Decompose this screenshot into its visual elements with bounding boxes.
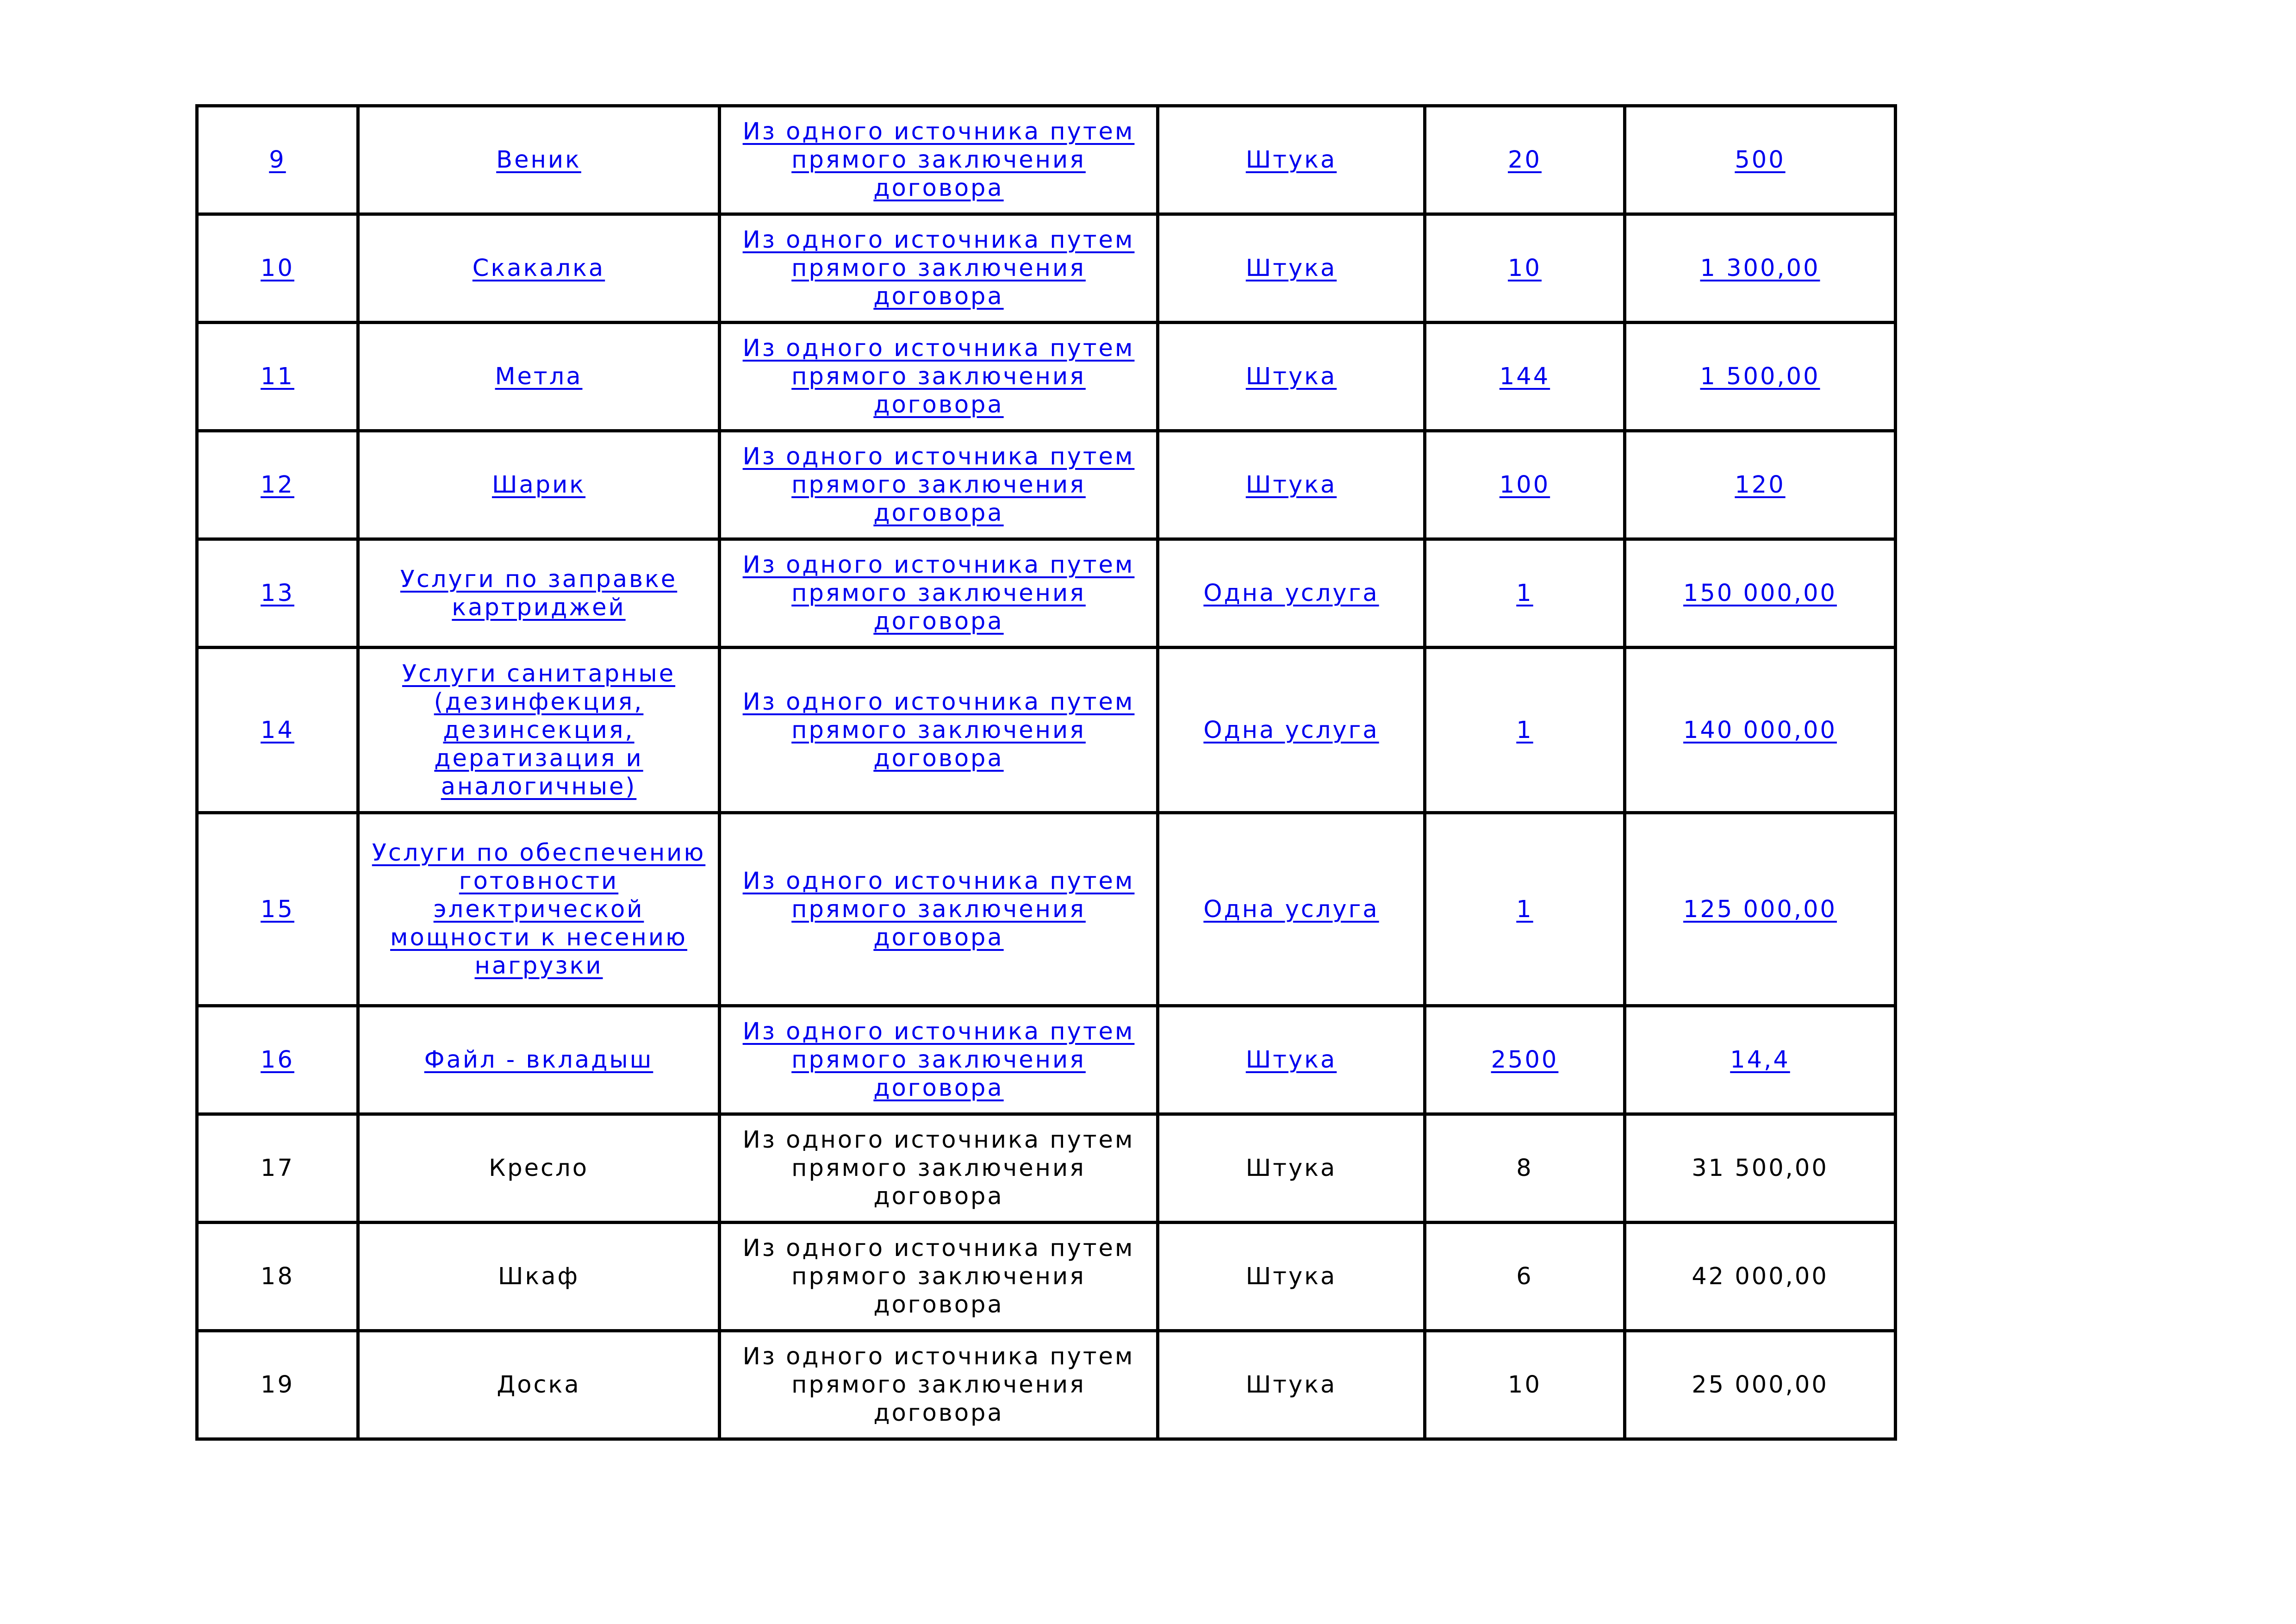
cell-unit	[1158, 1223, 1425, 1331]
cell-number	[197, 648, 358, 813]
cell-name-link[interactable]: Метла	[495, 363, 583, 390]
cell-method-link[interactable]: Из одного источника путем прямого заключения договора	[742, 443, 1135, 527]
cell-method	[720, 1331, 1158, 1439]
cell-number-text: 17	[261, 1155, 294, 1182]
cell-name-text: Шкаф	[498, 1263, 580, 1290]
cell-price	[1625, 1223, 1896, 1331]
cell-unit-link[interactable]: Штука	[1245, 471, 1337, 499]
cell-unit-link[interactable]: Одна услуга	[1203, 580, 1379, 607]
cell-number	[197, 539, 358, 648]
cell-price	[1625, 431, 1896, 539]
table-row	[197, 106, 1896, 214]
cell-number	[197, 1331, 358, 1439]
cell-method-link[interactable]: Из одного источника путем прямого заключения договора	[742, 335, 1135, 418]
cell-quantity	[1425, 813, 1625, 1006]
cell-method-text: Из одного источника путем прямого заключения договора	[742, 1343, 1135, 1427]
cell-name-text: Кресло	[489, 1155, 589, 1182]
cell-method-text: Из одного источника путем прямого заключения договора	[742, 1126, 1135, 1210]
cell-method-text: Из одного источника путем прямого заключения договора	[742, 1235, 1135, 1318]
cell-unit	[1158, 431, 1425, 539]
cell-name-text: Доска	[497, 1371, 581, 1399]
cell-price	[1625, 1331, 1896, 1439]
cell-unit-link[interactable]: Одна услуга	[1203, 716, 1379, 744]
procurement-table-body	[197, 106, 1896, 1439]
cell-unit-link[interactable]: Штука	[1245, 255, 1337, 282]
cell-number-text: 19	[261, 1371, 294, 1399]
cell-method	[720, 813, 1158, 1006]
procurement-table	[195, 104, 1897, 1441]
cell-quantity-link[interactable]: 1	[1516, 580, 1533, 607]
cell-quantity	[1425, 214, 1625, 323]
cell-name	[358, 1006, 720, 1114]
cell-price	[1625, 214, 1896, 323]
cell-method-link[interactable]: Из одного источника путем прямого заключения договора	[742, 226, 1135, 310]
cell-name-link[interactable]: Скакалка	[472, 255, 605, 282]
cell-number	[197, 813, 358, 1006]
cell-number	[197, 1006, 358, 1114]
cell-quantity-link[interactable]: 2500	[1491, 1046, 1559, 1074]
cell-number	[197, 106, 358, 214]
cell-unit-link[interactable]: Штука	[1245, 363, 1337, 390]
cell-name	[358, 106, 720, 214]
cell-unit	[1158, 106, 1425, 214]
cell-quantity-link[interactable]: 20	[1508, 146, 1542, 174]
cell-quantity	[1425, 1006, 1625, 1114]
cell-method-link[interactable]: Из одного источника путем прямого заключения договора	[742, 551, 1135, 635]
cell-quantity-link[interactable]: 1	[1516, 895, 1533, 923]
cell-name	[358, 1331, 720, 1439]
cell-price	[1625, 539, 1896, 648]
cell-price-link[interactable]: 140 000,00	[1683, 716, 1837, 744]
cell-price-text: 42 000,00	[1692, 1263, 1829, 1290]
cell-quantity	[1425, 648, 1625, 813]
cell-name-link[interactable]: Файл - вкладыш	[424, 1046, 653, 1074]
cell-unit	[1158, 813, 1425, 1006]
cell-price-text: 31 500,00	[1692, 1155, 1829, 1182]
cell-name	[358, 648, 720, 813]
cell-price-link[interactable]: 125 000,00	[1683, 895, 1837, 923]
cell-name	[358, 214, 720, 323]
table-row	[197, 323, 1896, 431]
cell-unit	[1158, 1006, 1425, 1114]
table-row	[197, 214, 1896, 323]
cell-unit-text: Штука	[1245, 1263, 1337, 1290]
cell-name-link[interactable]: Веник	[496, 146, 581, 174]
cell-price-link[interactable]: 120	[1735, 471, 1786, 499]
cell-number-link[interactable]: 11	[261, 363, 294, 390]
cell-method-link[interactable]: Из одного источника путем прямого заключения договора	[742, 688, 1135, 772]
cell-method	[720, 539, 1158, 648]
cell-price	[1625, 1114, 1896, 1223]
cell-unit	[1158, 323, 1425, 431]
cell-number-link[interactable]: 14	[261, 716, 294, 744]
cell-price-link[interactable]: 1 300,00	[1700, 255, 1820, 282]
cell-price	[1625, 106, 1896, 214]
cell-quantity-link[interactable]: 1	[1516, 716, 1533, 744]
cell-unit	[1158, 539, 1425, 648]
cell-method	[720, 323, 1158, 431]
cell-number	[197, 1114, 358, 1223]
cell-unit	[1158, 1331, 1425, 1439]
cell-number-link[interactable]: 16	[261, 1046, 294, 1074]
cell-name	[358, 431, 720, 539]
cell-unit	[1158, 214, 1425, 323]
cell-number	[197, 431, 358, 539]
cell-price	[1625, 813, 1896, 1006]
table-row	[197, 813, 1896, 1006]
cell-quantity	[1425, 1114, 1625, 1223]
table-row	[197, 431, 1896, 539]
cell-quantity	[1425, 539, 1625, 648]
cell-name	[358, 539, 720, 648]
cell-unit-link[interactable]: Штука	[1245, 1046, 1337, 1074]
cell-quantity-text: 8	[1516, 1155, 1533, 1182]
cell-number-link[interactable]: 9	[269, 146, 286, 174]
cell-name-link[interactable]: Услуги санитарные (дезинфекция, дезинсекция, дератизация и аналогичные)	[402, 660, 676, 800]
table-row	[197, 648, 1896, 813]
cell-method	[720, 1006, 1158, 1114]
cell-price-link[interactable]: 14,4	[1730, 1046, 1790, 1074]
cell-unit-text: Штука	[1245, 1371, 1337, 1399]
cell-price-link[interactable]: 500	[1735, 146, 1786, 174]
cell-number	[197, 323, 358, 431]
table-row	[197, 1223, 1896, 1331]
cell-unit-text: Штука	[1245, 1155, 1337, 1182]
table-row	[197, 539, 1896, 648]
cell-price-link[interactable]: 1 500,00	[1700, 363, 1820, 390]
cell-price-link[interactable]: 150 000,00	[1683, 580, 1837, 607]
cell-unit	[1158, 1114, 1425, 1223]
cell-method	[720, 431, 1158, 539]
table-row	[197, 1006, 1896, 1114]
cell-unit-link[interactable]: Штука	[1245, 146, 1337, 174]
cell-name-link[interactable]: Шарик	[492, 471, 586, 499]
cell-method	[720, 214, 1158, 323]
cell-quantity-text: 6	[1516, 1263, 1533, 1290]
cell-quantity-link[interactable]: 144	[1499, 363, 1550, 390]
cell-method-link[interactable]: Из одного источника путем прямого заключения договора	[742, 118, 1135, 202]
cell-number-link[interactable]: 13	[261, 580, 294, 607]
cell-method-link[interactable]: Из одного источника путем прямого заключения договора	[742, 1018, 1135, 1102]
cell-quantity	[1425, 1223, 1625, 1331]
table-row	[197, 1331, 1896, 1439]
cell-method	[720, 106, 1158, 214]
cell-name	[358, 323, 720, 431]
cell-number-link[interactable]: 12	[261, 471, 294, 499]
cell-quantity-link[interactable]: 100	[1499, 471, 1550, 499]
table-row	[197, 1114, 1896, 1223]
cell-method-link[interactable]: Из одного источника путем прямого заключения договора	[742, 867, 1135, 951]
cell-unit	[1158, 648, 1425, 813]
cell-number-text: 18	[261, 1263, 294, 1290]
cell-price	[1625, 323, 1896, 431]
cell-method	[720, 648, 1158, 813]
cell-quantity	[1425, 106, 1625, 214]
cell-quantity	[1425, 1331, 1625, 1439]
cell-number	[197, 1223, 358, 1331]
cell-price-text: 25 000,00	[1692, 1371, 1829, 1399]
cell-number	[197, 214, 358, 323]
cell-name-link[interactable]: Услуги по заправке картриджей	[400, 565, 678, 621]
cell-name	[358, 1223, 720, 1331]
cell-name	[358, 813, 720, 1006]
cell-method	[720, 1114, 1158, 1223]
cell-number-link[interactable]: 15	[261, 895, 294, 923]
cell-name-link[interactable]: Услуги по обеспечению готовности электрической мощности к несению нагрузки	[372, 839, 706, 980]
cell-price	[1625, 648, 1896, 813]
cell-number-link[interactable]: 10	[261, 255, 294, 282]
cell-quantity	[1425, 431, 1625, 539]
cell-name	[358, 1114, 720, 1223]
cell-quantity-text: 10	[1508, 1371, 1542, 1399]
cell-price	[1625, 1006, 1896, 1114]
cell-quantity	[1425, 323, 1625, 431]
cell-quantity-link[interactable]: 10	[1508, 255, 1542, 282]
cell-unit-link[interactable]: Одна услуга	[1203, 895, 1379, 923]
cell-method	[720, 1223, 1158, 1331]
